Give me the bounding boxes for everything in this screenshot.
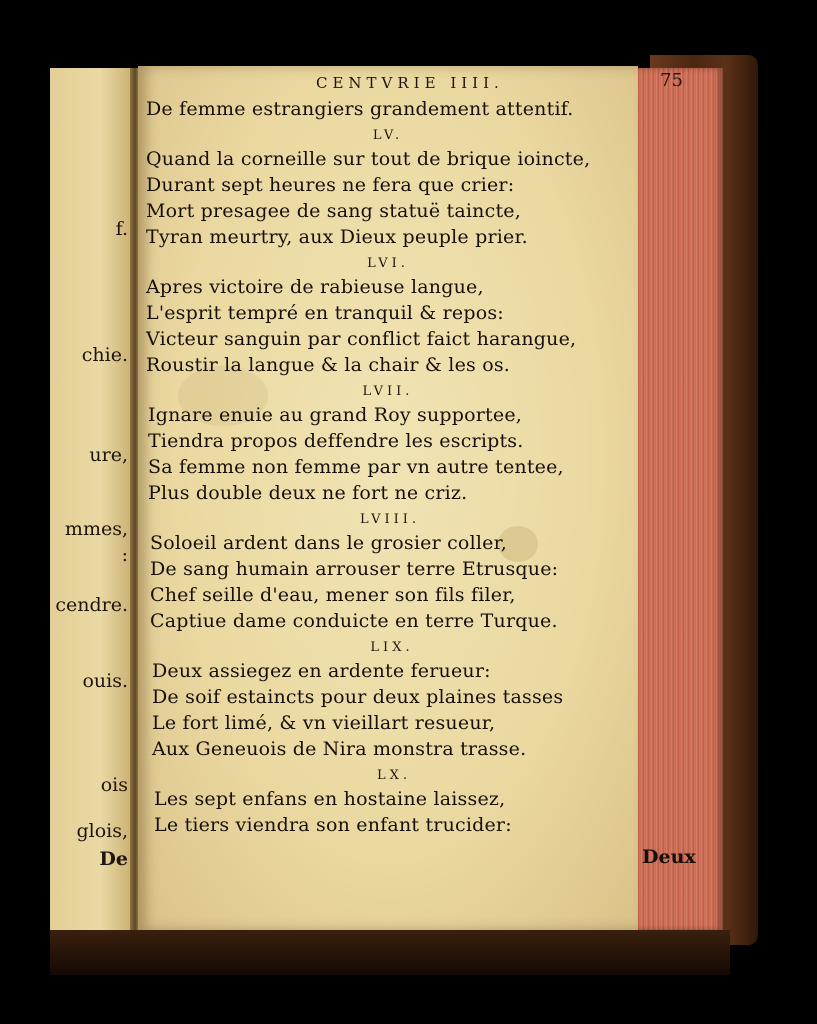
left-fragment: ouis. <box>82 670 128 692</box>
verse-line: Captiue dame conduicte en terre Turque. <box>150 610 558 632</box>
verse-line: Chef seille d'eau, mener son fils filer, <box>150 584 516 606</box>
left-fragment: mmes, <box>64 518 128 540</box>
page-edges <box>635 68 723 930</box>
verse-line: Plus double deux ne fort ne criz. <box>148 482 468 504</box>
verse-line: De soif estaincts pour deux plaines tasses <box>152 686 564 708</box>
left-page <box>50 68 134 930</box>
verse-line: Soloeil ardent dans le grosier coller, <box>150 532 508 554</box>
left-fragment: glois, <box>76 820 128 842</box>
quatrain-number: LVII. <box>362 384 414 399</box>
verse-line: Le tiers viendra son enfant trucider: <box>154 814 512 836</box>
verse-line: Le fort limé, & vn vieillart resueur, <box>152 712 496 734</box>
verse-line: Tiendra propos deffendre les escripts. <box>148 430 524 452</box>
quatrain-number: LV. <box>372 128 404 143</box>
left-fragment: cendre. <box>55 594 128 616</box>
verse-line: Victeur sanguin par conflict faict harangue, <box>146 328 577 350</box>
verse-line: De femme estrangiers grandement attentif. <box>146 98 574 120</box>
verse-line: Ignare enuie au grand Roy supportee, <box>148 404 523 426</box>
quatrain-number: LVI. <box>367 256 409 271</box>
left-catchword: De <box>99 848 128 870</box>
verse-line: Les sept enfans en hostaine laissez, <box>154 788 506 810</box>
verse-line: Tyran meurtry, aux Dieux peuple prier. <box>146 226 528 248</box>
left-fragment: chie. <box>81 344 128 366</box>
page-number: 75 <box>660 70 683 91</box>
left-fragment: f. <box>115 218 128 240</box>
verse-line: Sa femme non femme par vn autre tentee, <box>148 456 564 478</box>
right-catchword: Deux <box>642 846 696 868</box>
quatrain-number: LIX. <box>370 640 414 655</box>
left-fragment: ure, <box>89 444 128 466</box>
verse-line: Roustir la langue & la chair & les os. <box>146 354 511 376</box>
verse-line: Apres victoire de rabieuse langue, <box>146 276 484 298</box>
verse-line: Mort presagee de sang statuë taincte, <box>146 200 521 222</box>
verse-line: De sang humain arrouser terre Etrusque: <box>150 558 559 580</box>
right-page <box>138 66 696 930</box>
book <box>50 50 760 975</box>
verse-line: Deux assiegez en ardente ferueur: <box>152 660 491 682</box>
verse-line: Durant sept heures ne fera que crier: <box>146 174 515 196</box>
running-header: CENTVRIE IIII. <box>316 74 504 92</box>
verse-line: Quand la corneille sur tout de brique ioincte, <box>146 148 591 170</box>
verse-line: L'esprit tempré en tranquil & repos: <box>146 302 504 324</box>
verse-line: Aux Geneuois de Nira monstra trasse. <box>152 738 527 760</box>
quatrain-number: LX. <box>376 768 412 783</box>
quatrain-number: LVIII. <box>359 512 421 527</box>
left-fragment: ois <box>100 774 128 796</box>
page-bottom-shadow <box>50 930 730 975</box>
left-fragment: : <box>121 544 128 566</box>
